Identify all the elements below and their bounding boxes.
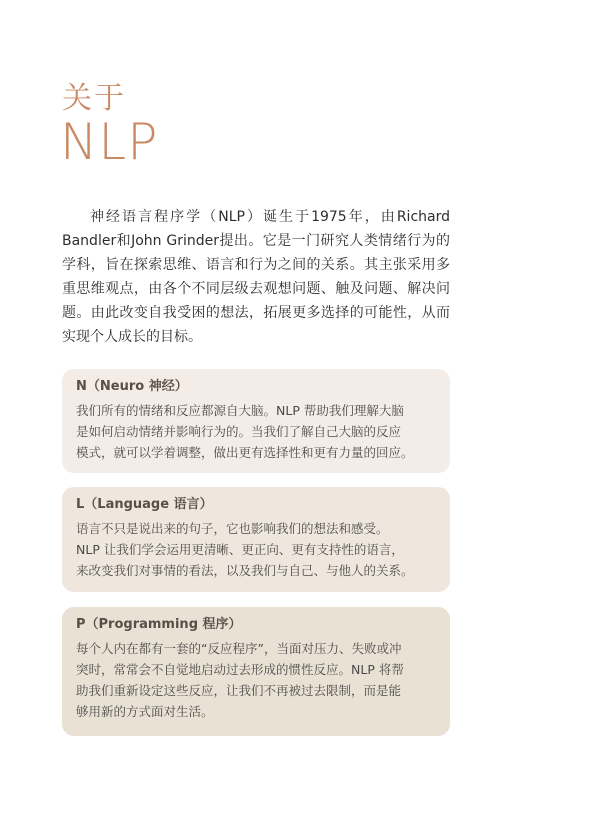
card-body	[76, 400, 436, 463]
card-line: 突时，常常会不自觉地启动过去形成的惯性反应。NLP 将帮	[76, 662, 404, 677]
card-line: 够用新的方式面对生活。	[76, 704, 214, 719]
card-title: L（Language 语言）	[76, 497, 213, 512]
card-line: 每个人内在都有一套的“反应程序”，当面对压力、失败或冲	[76, 641, 402, 656]
card-body	[76, 638, 436, 722]
card-line: 语言不只是说出来的句子，它也影响我们的想法和感受。	[76, 521, 389, 536]
card-line: 我们所有的情绪和反应都源自大脑。NLP 帮助我们理解大脑	[76, 403, 404, 418]
card-line: 是如何启动情绪并影响行为的。当我们了解自己大脑的反应	[76, 424, 402, 439]
card-title: N（Neuro 神经）	[76, 379, 188, 394]
intro-paragraph	[62, 205, 450, 349]
card-neuro	[62, 369, 450, 473]
card-title: P（Programming 程序）	[76, 617, 242, 632]
card-line: NLP 让我们学会运用更清晰、更正向、更有支持性的语言，	[76, 542, 404, 557]
card-body	[76, 518, 436, 581]
heading-nlp: NLP	[60, 113, 159, 171]
card-line: 助我们重新设定这些反应，让我们不再被过去限制，而是能	[76, 683, 402, 698]
card-line: 模式，就可以学着调整，做出更有选择性和更有力量的回应。	[76, 445, 414, 460]
card-language	[62, 487, 450, 592]
card-line: 来改变我们对事情的看法，以及我们与自己、与他人的关系。	[76, 563, 414, 578]
card-programming	[62, 607, 450, 736]
heading-about: 关于	[62, 81, 126, 116]
intro-text: 神经语言程序学（NLP）诞生于1975年，由Richard Bandler和John Grinder提出。它是一门研究人类情绪行为的学科，旨在探索思维、语言和行为之间的关系。其主张采用多重思维观点，由各个不同层级去观想问题、触及问题、解决问题。由此改变自我受困的想法，拓展更多选择的可能性，从而实现个人成长的目标。	[62, 209, 450, 345]
